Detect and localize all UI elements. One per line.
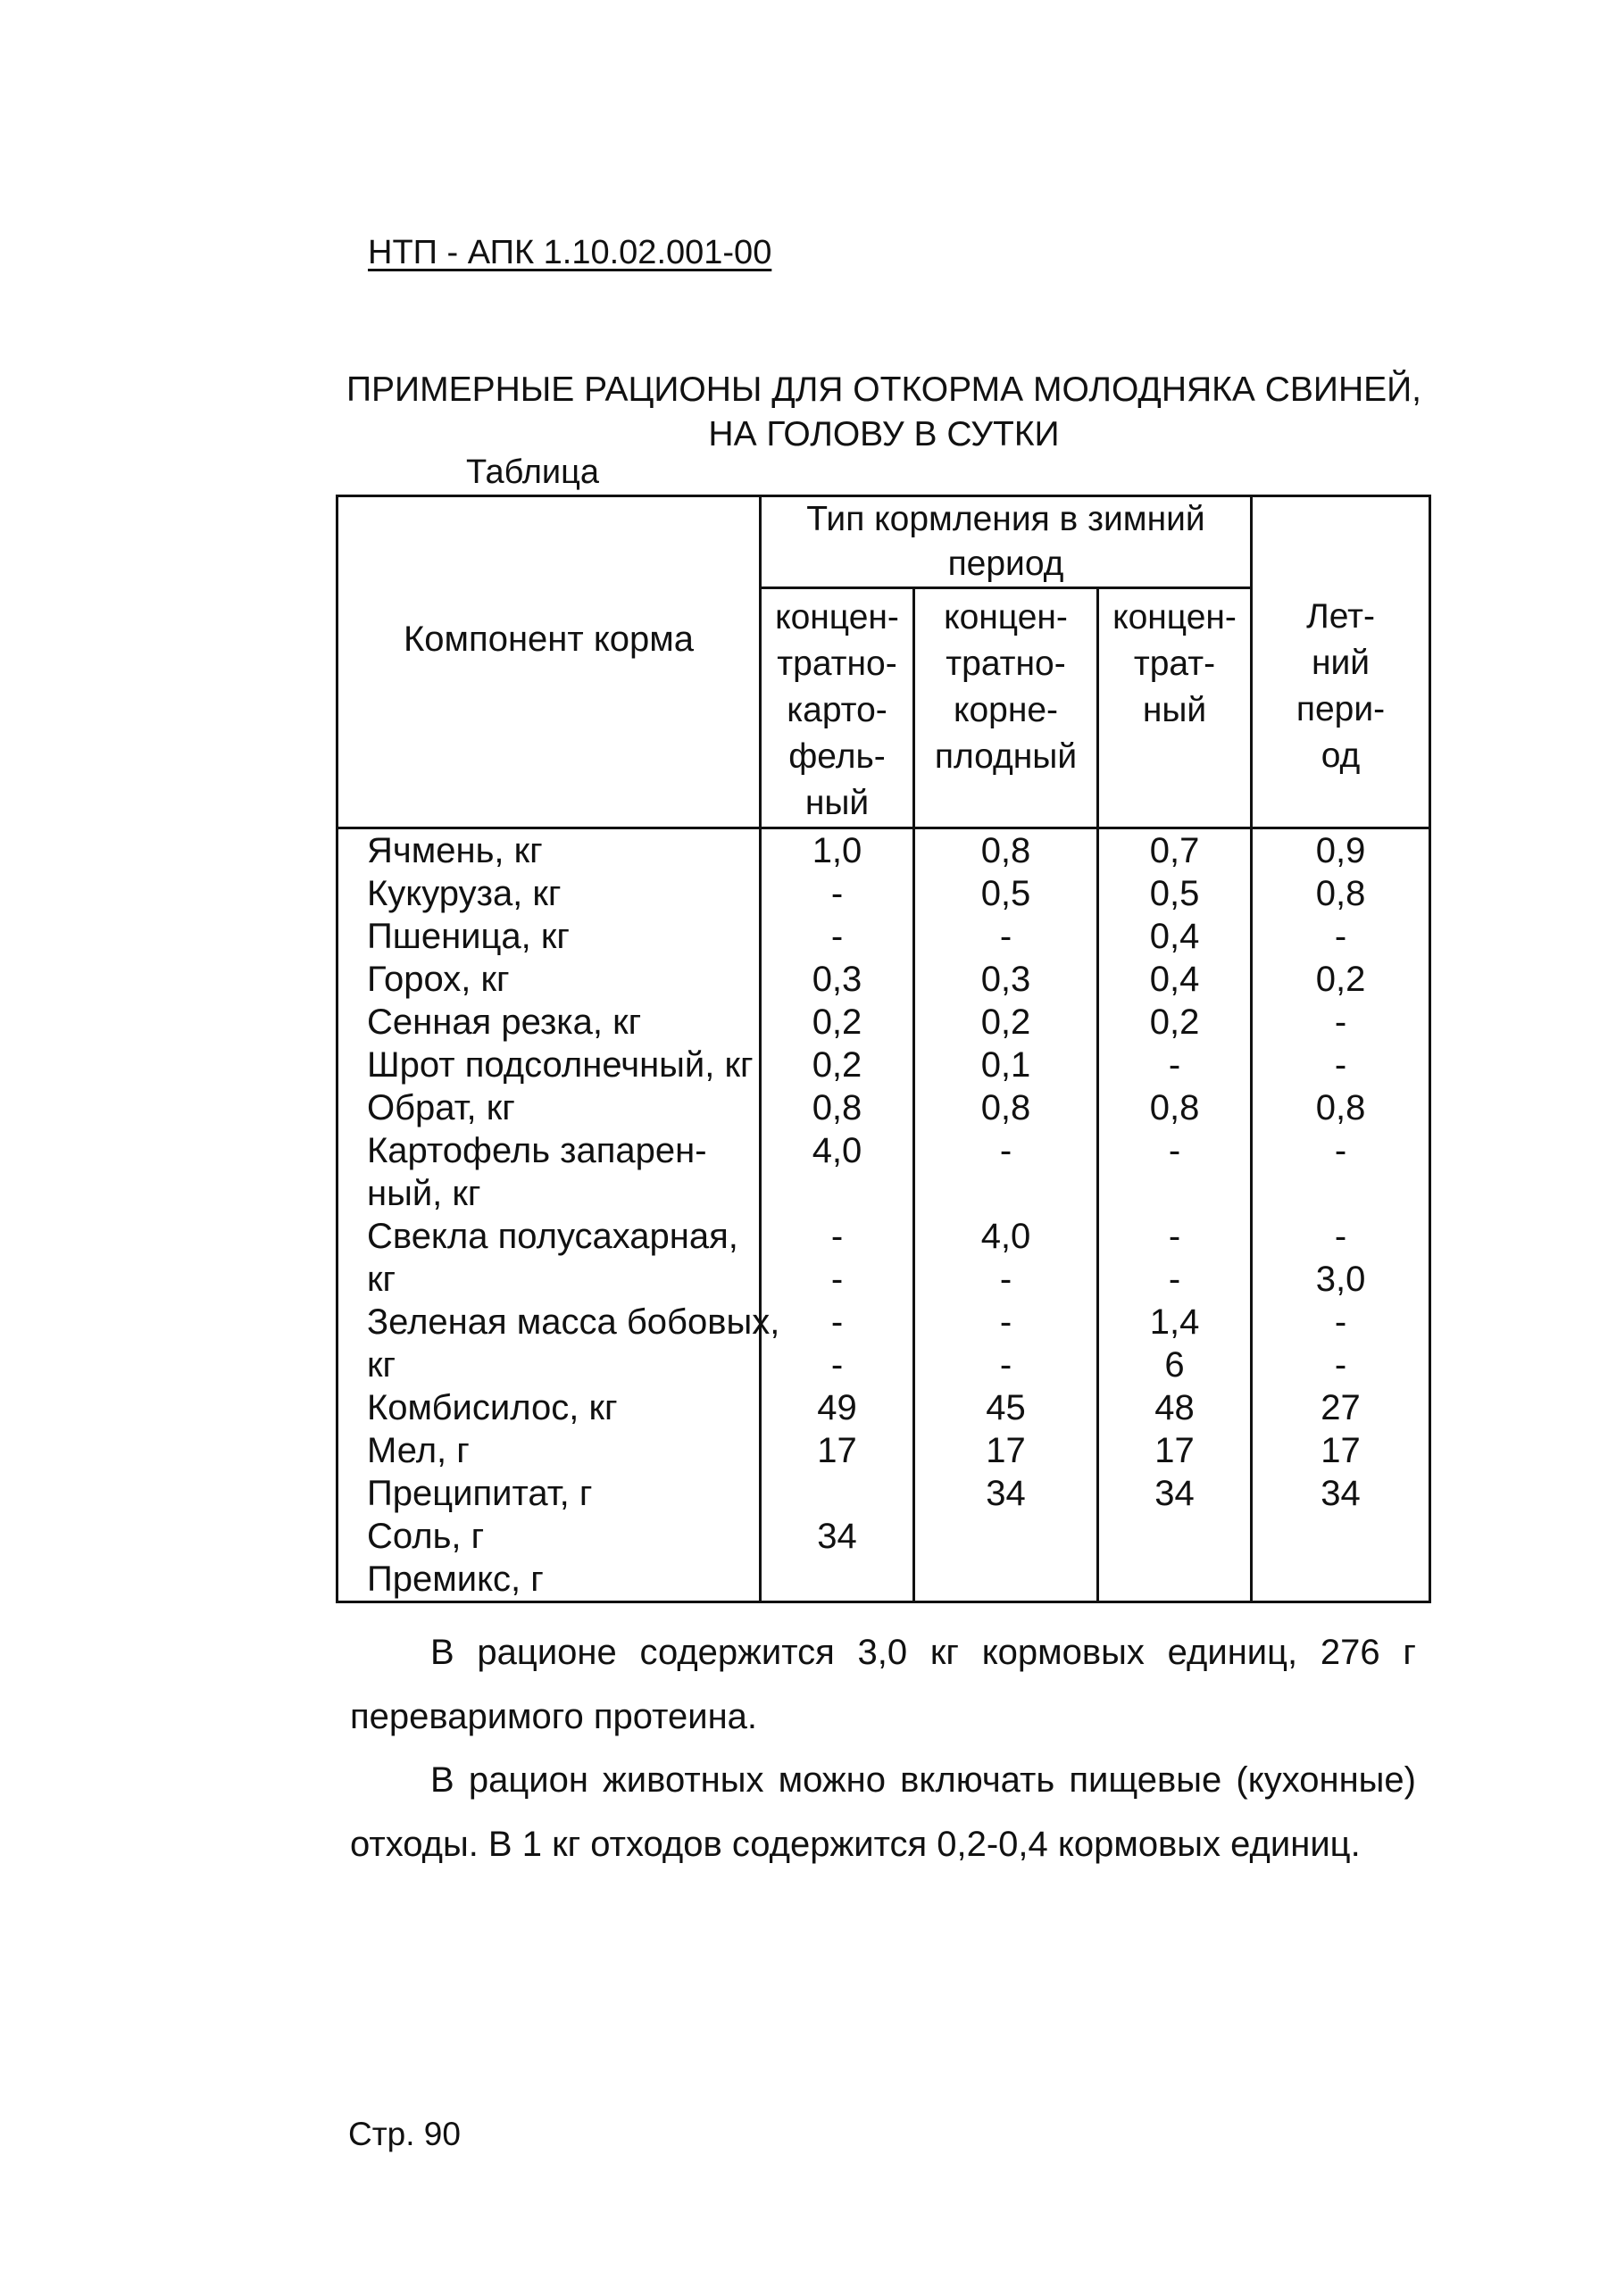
table-cell: 0,2 <box>1315 960 1366 999</box>
paragraph-kitchen-waste: В рацион животных можно включать пищевые (кухонные) отходы. В 1 кг отходов содержится 0,2-0,4 кормовых единиц. <box>350 1760 1416 1864</box>
component-name: кг <box>367 1345 396 1385</box>
table-cell: 0,3 <box>812 960 862 999</box>
table-cell <box>1099 1515 1250 1558</box>
sub-header-line: карто- <box>787 691 887 729</box>
header-summer-period <box>1252 496 1430 828</box>
table-cell: 45 <box>986 1388 1026 1427</box>
value-column-1 <box>761 828 914 1602</box>
table-cell: 0,8 <box>980 1088 1031 1127</box>
table-cell: 0,2 <box>1149 1002 1200 1042</box>
table-cell: - <box>999 1260 1012 1299</box>
page-title <box>268 368 1500 457</box>
table-cell: 34 <box>1321 1474 1361 1513</box>
table-cell <box>915 1172 1096 1215</box>
table-cell: 0,1 <box>980 1045 1031 1085</box>
table-cell: - <box>1334 1345 1347 1385</box>
component-name: Пшеница, кг <box>367 917 570 956</box>
table-cell: - <box>830 917 844 956</box>
component-name: Шрот подсолнечный, кг <box>367 1045 754 1085</box>
table-cell: - <box>830 1345 844 1385</box>
table-cell: 0,3 <box>980 960 1031 999</box>
sub-header-line: од <box>1321 736 1361 775</box>
table-cell: 0,2 <box>812 1002 862 1042</box>
table-cell: 4,0 <box>980 1217 1031 1256</box>
table-cell: - <box>1168 1217 1181 1256</box>
component-name: Обрат, кг <box>367 1088 515 1127</box>
sub-header-line: тратно- <box>777 645 897 683</box>
component-name: Картофель запарен- <box>367 1131 707 1170</box>
table-cell: 1,0 <box>812 831 862 870</box>
table-cell: - <box>999 1131 1012 1170</box>
header-winter-period: Тип кормления в зимний период <box>761 496 1252 588</box>
component-name: Горох, кг <box>367 960 510 999</box>
table-cell <box>915 1515 1096 1558</box>
page-number: Стр. 90 <box>348 2116 461 2152</box>
table-cell: - <box>1168 1045 1181 1085</box>
table-cell: - <box>1334 1002 1347 1042</box>
table-cell: - <box>830 1217 844 1256</box>
table-cell: 4,0 <box>812 1131 862 1170</box>
sub-header-line: корне- <box>953 691 1059 729</box>
title-line-2: НА ГОЛОВУ В СУТКИ <box>708 415 1060 453</box>
table-cell <box>1099 1558 1250 1601</box>
table-cell: - <box>830 1302 844 1342</box>
table-cell: 0,8 <box>812 1088 862 1127</box>
sub-header-line: концен- <box>1112 598 1237 636</box>
table-cell: 6 <box>1164 1345 1185 1385</box>
table-label: Таблица <box>466 453 599 491</box>
table-cell: 0,2 <box>980 1002 1031 1042</box>
component-name: Сенная резка, кг <box>367 1002 642 1042</box>
table-cell: - <box>830 874 844 913</box>
table-cell: 17 <box>1154 1431 1195 1470</box>
table-cell <box>915 1558 1096 1601</box>
table-cell: - <box>830 1260 844 1299</box>
sub-header-line: тратно- <box>946 645 1066 683</box>
table-cell <box>762 1172 912 1215</box>
title-line-1: ПРИМЕРНЫЕ РАЦИОНЫ ДЛЯ ОТКОРМА МОЛОДНЯКА СВИНЕЙ, <box>346 370 1421 409</box>
header-component: Компонент корма <box>337 496 761 828</box>
table-cell <box>762 1558 912 1601</box>
table-cell: - <box>1334 917 1347 956</box>
table-cell: 0,8 <box>980 831 1031 870</box>
table-cell: - <box>999 917 1012 956</box>
table-cell: 0,8 <box>1315 1088 1366 1127</box>
table-header-row-1 <box>337 496 1430 588</box>
sub-header-line: концен- <box>775 598 899 636</box>
table-cell: 0,5 <box>980 874 1031 913</box>
component-column <box>337 828 780 1602</box>
table-cell: - <box>1334 1045 1347 1085</box>
value-column-2 <box>914 828 1098 1602</box>
component-name: Кукуруза, кг <box>367 874 562 913</box>
table-cell: 27 <box>1321 1388 1361 1427</box>
table-cell: 34 <box>1154 1474 1195 1513</box>
table-cell <box>1099 1172 1250 1215</box>
table-cell: - <box>999 1302 1012 1342</box>
value-column-4 <box>1252 828 1430 1602</box>
sub-header-line: трат- <box>1133 645 1216 683</box>
table-cell: 0,2 <box>812 1045 862 1085</box>
sub-header-line: Лет- <box>1306 597 1375 636</box>
table-cell <box>1253 1515 1429 1558</box>
table-cell <box>762 1472 912 1515</box>
component-name: кг <box>367 1260 396 1299</box>
table-body-row <box>337 828 1430 1602</box>
sub-header-line: фель- <box>788 737 886 776</box>
table-cell: 0,8 <box>1149 1088 1200 1127</box>
table-cell: 49 <box>817 1388 857 1427</box>
document-code: НТП - АПК 1.10.02.001-00 <box>368 234 772 271</box>
table-cell: 0,7 <box>1149 831 1200 870</box>
sub-header-line: ний <box>1311 644 1371 682</box>
table-cell: 34 <box>986 1474 1026 1513</box>
table-cell: 34 <box>817 1517 857 1556</box>
table-cell: 0,8 <box>1315 874 1366 913</box>
header-concentrate-potato <box>761 588 914 828</box>
component-name: Мел, г <box>367 1431 470 1470</box>
table-cell: 48 <box>1154 1388 1195 1427</box>
component-name: Свекла полусахарная, <box>367 1217 738 1256</box>
sub-header-line: ный <box>804 784 870 822</box>
table-cell: - <box>1334 1302 1347 1342</box>
table-cell: 3,0 <box>1315 1260 1366 1299</box>
table-cell: 1,4 <box>1149 1302 1200 1342</box>
component-name: Зеленая масса бобовых, <box>367 1302 780 1342</box>
table-cell: 0,4 <box>1149 960 1200 999</box>
table-cell: 0,5 <box>1149 874 1200 913</box>
table-cell: - <box>1334 1131 1347 1170</box>
table-cell: 17 <box>817 1431 857 1470</box>
component-name: Соль, г <box>367 1517 485 1556</box>
component-name: Премикс, г <box>367 1560 544 1599</box>
component-name: Преципитат, г <box>367 1474 593 1513</box>
table-cell: 17 <box>1321 1431 1361 1470</box>
table-cell: - <box>999 1345 1012 1385</box>
ration-table <box>336 495 1431 1603</box>
header-concentrate-rootcrop <box>914 588 1098 828</box>
component-name: ный, кг <box>367 1174 481 1213</box>
header-concentrate <box>1098 588 1252 828</box>
table-cell: 0,9 <box>1315 831 1366 870</box>
sub-header-line: ный <box>1142 691 1207 729</box>
component-name: Комбисилос, кг <box>367 1388 618 1427</box>
table-cell: 0,4 <box>1149 917 1200 956</box>
paragraph-nutrition: В рационе содержится 3,0 кг кормовых единиц, 276 г переваримого протеина. <box>350 1633 1416 1736</box>
table-cell: - <box>1168 1260 1181 1299</box>
value-column-3 <box>1098 828 1252 1602</box>
table-cell: - <box>1334 1217 1347 1256</box>
component-name: Ячмень, кг <box>367 831 543 870</box>
table-cell: - <box>1168 1131 1181 1170</box>
sub-header-line: плодный <box>934 737 1078 776</box>
table-cell: 17 <box>986 1431 1026 1470</box>
sub-header-line: пери- <box>1296 690 1386 728</box>
table-cell <box>1253 1172 1429 1215</box>
table-cell <box>1253 1558 1429 1601</box>
sub-header-line: концен- <box>944 598 1068 636</box>
